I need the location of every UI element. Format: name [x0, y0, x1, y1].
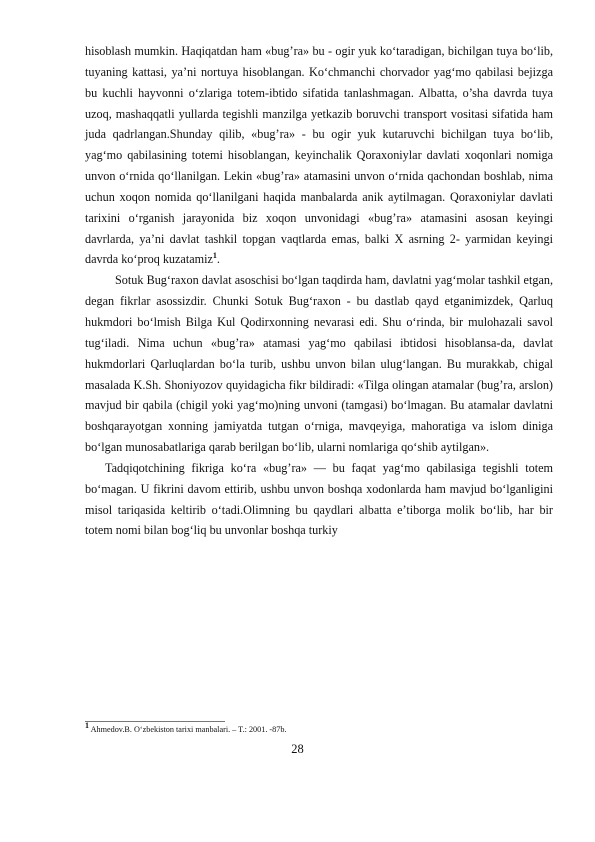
footnote	[85, 721, 553, 736]
paragraph-2: Sotuk Bug‘raxon davlat asoschisi bo‘lgan taqdirda ham, davlatni yag‘molar tashkil etgan, degan fikrlar asossizdir. Chunki Sotuk Bug‘raxon - bu dastlab qayd etganimizdek, Qarluq hukmdori bo‘lmish Bilga Kul Qodirxonning nevarasi edi. Shu o‘rinda, bir mulohazali savol tug‘iladi. Nima uchun «bug’ra» atamasi yag‘mo qabilasi ibtidosi hisoblansa-da, davlat hukmdorlari Qarluqlardan bo‘la turib, ushbu unvon bilan ulug‘langan. Bu murakkab, chigal masalada K.Sh. Shoniyozov quyidagicha fikr bildiradi: «Tilga olingan atamalar (bug’ra, arslon) mavjud bir qabila (chigil yoki yag‘mo)ning unvoni (tamgasi) bo‘lmagan. Bu atamalar davlatni boshqarayotgan xonning jamiyatda tutgan o‘rniga, mavqeyiga, mahoratiga va islom diniga bo‘lgan munosabatlariga qarab berilgan bo‘lib, ularni nomlariga qo‘shib aytilgan».	[85, 273, 553, 455]
footnote-text: Ahmedov.B. O‘zbekiston tarixi manbalari. – T.: 2001. -87b.	[90, 725, 287, 734]
paragraph-1-text: hisoblash mumkin. Haqiqatdan ham «bug’ra» bu - ogir yuk ko‘taradigan, bichilgan tuya bo‘lib, tuyaning kattasi, ya’ni nortuya hisoblangan. Ko‘chmanchi chorvador yag‘mo qabilasi bejizga bu kuchli hayvonni o‘zlariga totem-ibtido sifatida tanlashmagan. Albatta, o’sha davrda tuya uzoq, mashaqqatli yullarda tegishli manzilga yetkazib boruvchi transport vositasi sifatida ham juda qadrlangan.Shunday qilib, «bug’ra» - bu ogir yuk kutaruvchi bichilgan tuya bo‘lib, yag‘mo qabilasining totemi hisoblangan, keyinchalik Qoraxoniylar davlati xoqonlari nomiga unvon o‘rnida qo‘llanilgan. Lekin «bug’ra» atamasini unvon o‘rnida qachondan boshlab, nima uchun xoqon nomida qo‘llanilgani haqida manbalarda anik aytilmagan. Qoraxoniylar davlati tarixini o‘rganish jarayonida biz xoqon unvonidagi «bug’ra» atamasini asosan keyingi davrlarda, ya’ni davlat tashkil topgan vaqtlarda emas, balki X asrning 2- yarmidan keyingi davrda ko‘proq kuzatamiz	[85, 44, 553, 267]
paragraph-1-tail: .	[216, 252, 220, 267]
paragraph-3: Tadqiqotchining fikriga ko‘ra «bug’ra» — bu faqat yag‘mo qabilasiga tegishli totem bo‘magan. U fikrini davom ettirib, ushbu unvon boshqa xodonlarda ham mavjud bo‘lganligini misol tariqasida keltirib o‘tadi.Olimning bu qaydlari albatta e’tiborga molik bo‘lib, har bir totem nomi bilan bog‘liq bu unvonlar boshqa turkiy	[85, 460, 553, 538]
footnote-ref[interactable]: 1	[212, 251, 217, 261]
footnote-divider	[85, 721, 225, 722]
page-number: 28	[291, 742, 304, 756]
paragraph-1	[85, 41, 553, 270]
footnote-marker: 1	[85, 721, 89, 730]
body-text	[85, 41, 553, 541]
